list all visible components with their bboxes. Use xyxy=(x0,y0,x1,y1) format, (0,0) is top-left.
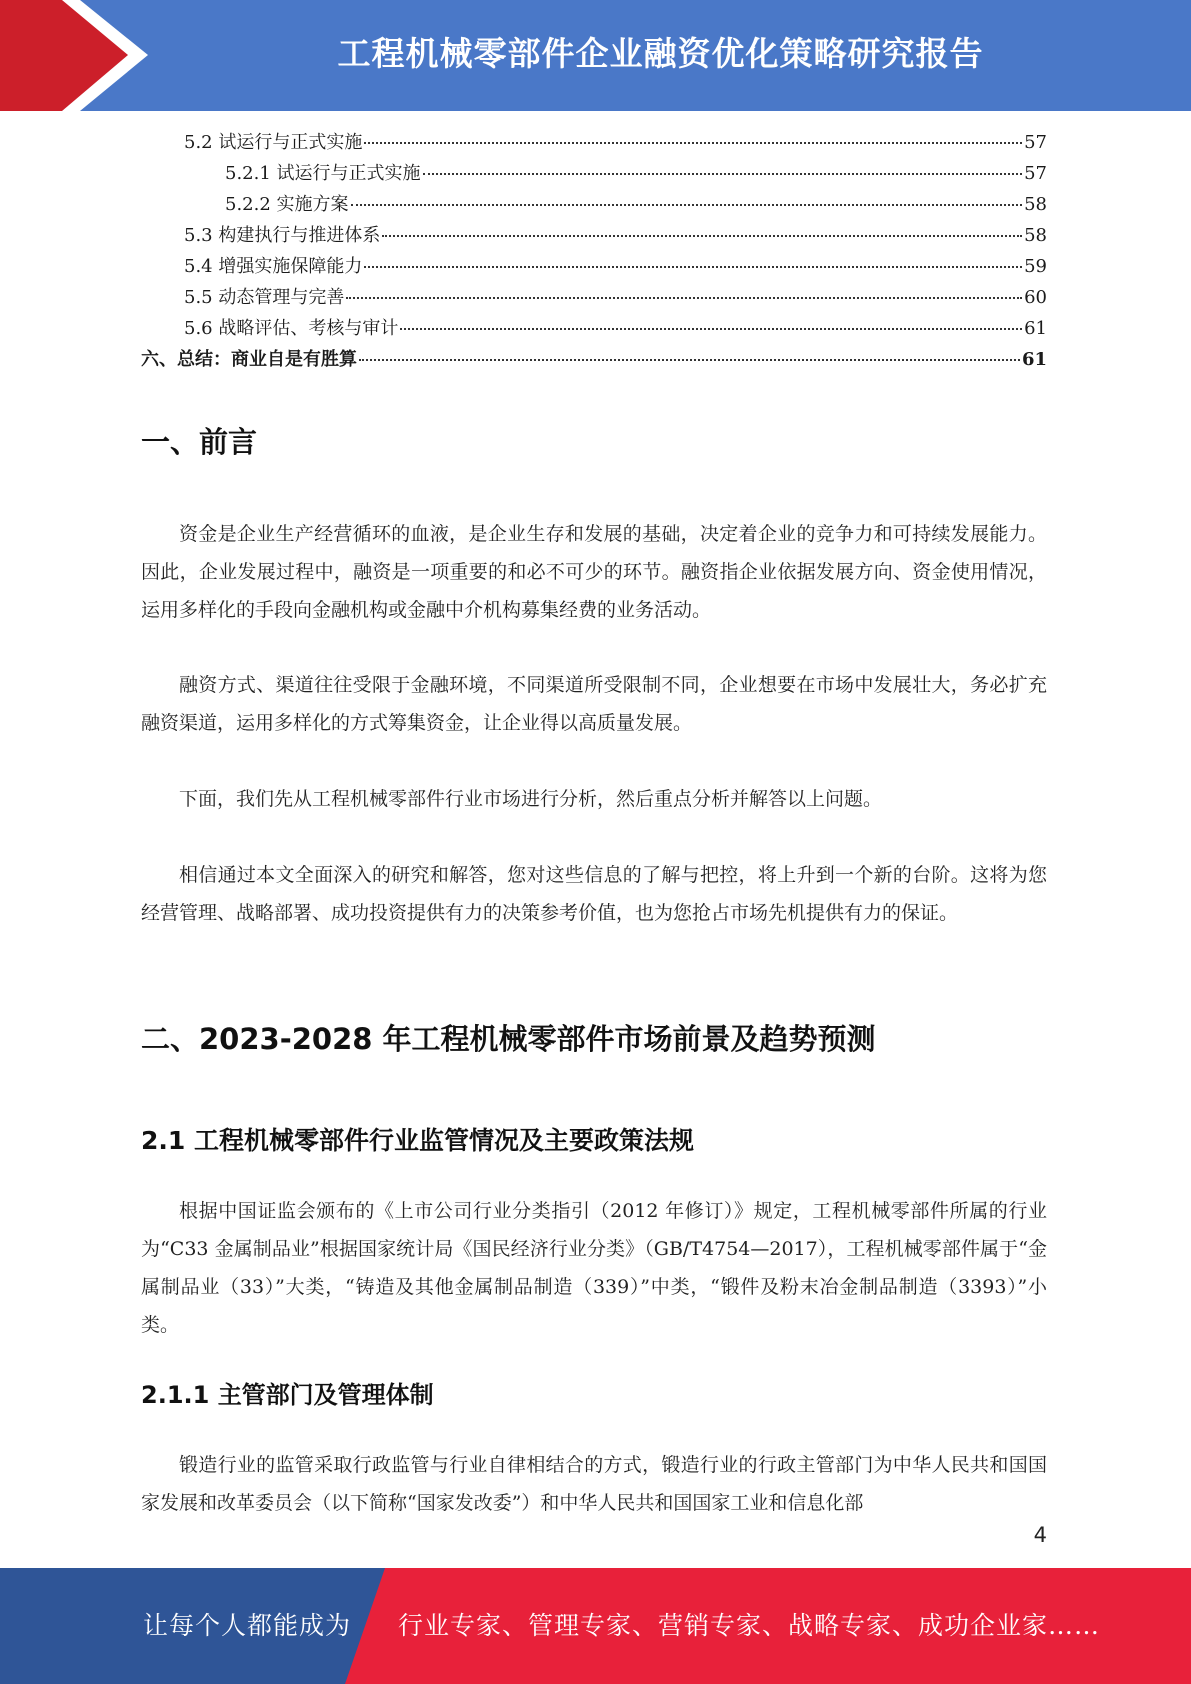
toc-entry[interactable] xyxy=(141,345,1047,376)
toc-leader-dots xyxy=(382,235,1022,237)
toc-entry-page: 61 xyxy=(1021,349,1047,370)
table-of-contents xyxy=(141,128,1047,376)
report-title: 工程机械零部件企业融资优化策略研究报告 xyxy=(337,34,984,73)
toc-entry-label: 5.5 动态管理与完善 xyxy=(184,287,345,308)
toc-leader-dots xyxy=(351,204,1023,206)
toc-leader-dots xyxy=(346,297,1022,299)
toc-entry[interactable] xyxy=(141,221,1047,252)
toc-entry-page: 58 xyxy=(1024,225,1047,246)
section-heading-preface: 一、前言 xyxy=(141,425,258,459)
toc-leader-dots xyxy=(423,173,1023,175)
footer-slogan-left: 让每个人都能成为 xyxy=(143,1611,352,1640)
toc-entry-page: 59 xyxy=(1024,256,1047,277)
body-paragraph: 融资方式、渠道往往受限于金融环境，不同渠道所受限制不同，企业想要在市场中发展壮大，务必扩充融资渠道，运用多样化的方式筹集资金，让企业得以高质量发展。 xyxy=(141,674,1047,734)
section-heading-market-outlook: 二、2023-2028 年工程机械零部件市场前景及趋势预测 xyxy=(141,1022,876,1056)
toc-leader-dots xyxy=(359,359,1020,361)
toc-leader-dots xyxy=(400,328,1022,330)
body-paragraph: 相信通过本文全面深入的研究和解答，您对这些信息的了解与把控，将上升到一个新的台阶。这将为您经营管理、战略部署、成功投资提供有力的决策参考价值，也为您抢占市场先机提供有力的保证。 xyxy=(141,864,1047,924)
toc-entry-page: 60 xyxy=(1024,287,1047,308)
toc-entry[interactable] xyxy=(141,314,1047,345)
toc-entry-label: 5.2 试运行与正式实施 xyxy=(184,132,363,153)
subsection-heading-authorities: 2.1.1 主管部门及管理体制 xyxy=(141,1381,434,1409)
toc-entry-page: 57 xyxy=(1024,163,1047,184)
body-paragraph: 根据中国证监会颁布的《上市公司行业分类指引（2012 年修订）》规定，工程机械零部件所属的行业为“C33 金属制品业”根据国家统计局《国民经济行业分类》（GB/T4754—2017），工程机械零部件属于“金属制品业（33）”大类，“铸造及其他金属制品制造（339）”中类，“锻件及粉末冶金制品制造（3393）”小类。 xyxy=(141,1200,1047,1336)
body-paragraph: 锻造行业的监管采取行政监管与行业自律相结合的方式，锻造行业的行政主管部门为中华人民共和国国家发展和改革委员会（以下简称“国家发改委”）和中华人民共和国国家工业和信息化部 xyxy=(141,1454,1047,1514)
toc-entry-label: 5.3 构建执行与推进体系 xyxy=(184,225,381,246)
toc-entry[interactable] xyxy=(141,283,1047,314)
toc-entry[interactable] xyxy=(141,252,1047,283)
footer-slogan-right: 行业专家、管理专家、营销专家、战略专家、成功企业家…… xyxy=(398,1611,1101,1640)
body-paragraph: 下面，我们先从工程机械零部件行业市场进行分析，然后重点分析并解答以上问题。 xyxy=(179,788,883,810)
toc-entry-label: 六、总结：商业自是有胜算 xyxy=(141,349,357,370)
body-paragraph: 资金是企业生产经营循环的血液，是企业生存和发展的基础，决定着企业的竞争力和可持续发展能力。因此，企业发展过程中，融资是一项重要的和必不可少的环节。融资指企业依据发展方向、资金使用情况，运用多样化的手段向金融机构或金融中介机构募集经费的业务活动。 xyxy=(141,523,1047,621)
subsection-heading-regulation: 2.1 工程机械零部件行业监管情况及主要政策法规 xyxy=(141,1126,694,1155)
toc-leader-dots xyxy=(364,142,1022,144)
toc-leader-dots xyxy=(364,266,1022,268)
page-header xyxy=(0,0,1191,111)
toc-entry-label: 5.2.1 试运行与正式实施 xyxy=(225,163,421,184)
toc-entry-page: 58 xyxy=(1024,194,1047,215)
toc-entry[interactable] xyxy=(141,128,1047,159)
header-chevron-decoration xyxy=(0,0,160,111)
toc-entry-page: 57 xyxy=(1024,132,1047,153)
page-footer xyxy=(0,1568,1191,1684)
toc-entry-page: 61 xyxy=(1024,318,1047,339)
page-number: 4 xyxy=(1033,1523,1047,1547)
toc-entry[interactable] xyxy=(141,190,1047,221)
toc-entry-label: 5.6 战略评估、考核与审计 xyxy=(184,318,399,339)
toc-entry[interactable] xyxy=(141,159,1047,190)
toc-entry-label: 5.2.2 实施方案 xyxy=(225,194,349,215)
toc-entry-label: 5.4 增强实施保障能力 xyxy=(184,256,363,277)
